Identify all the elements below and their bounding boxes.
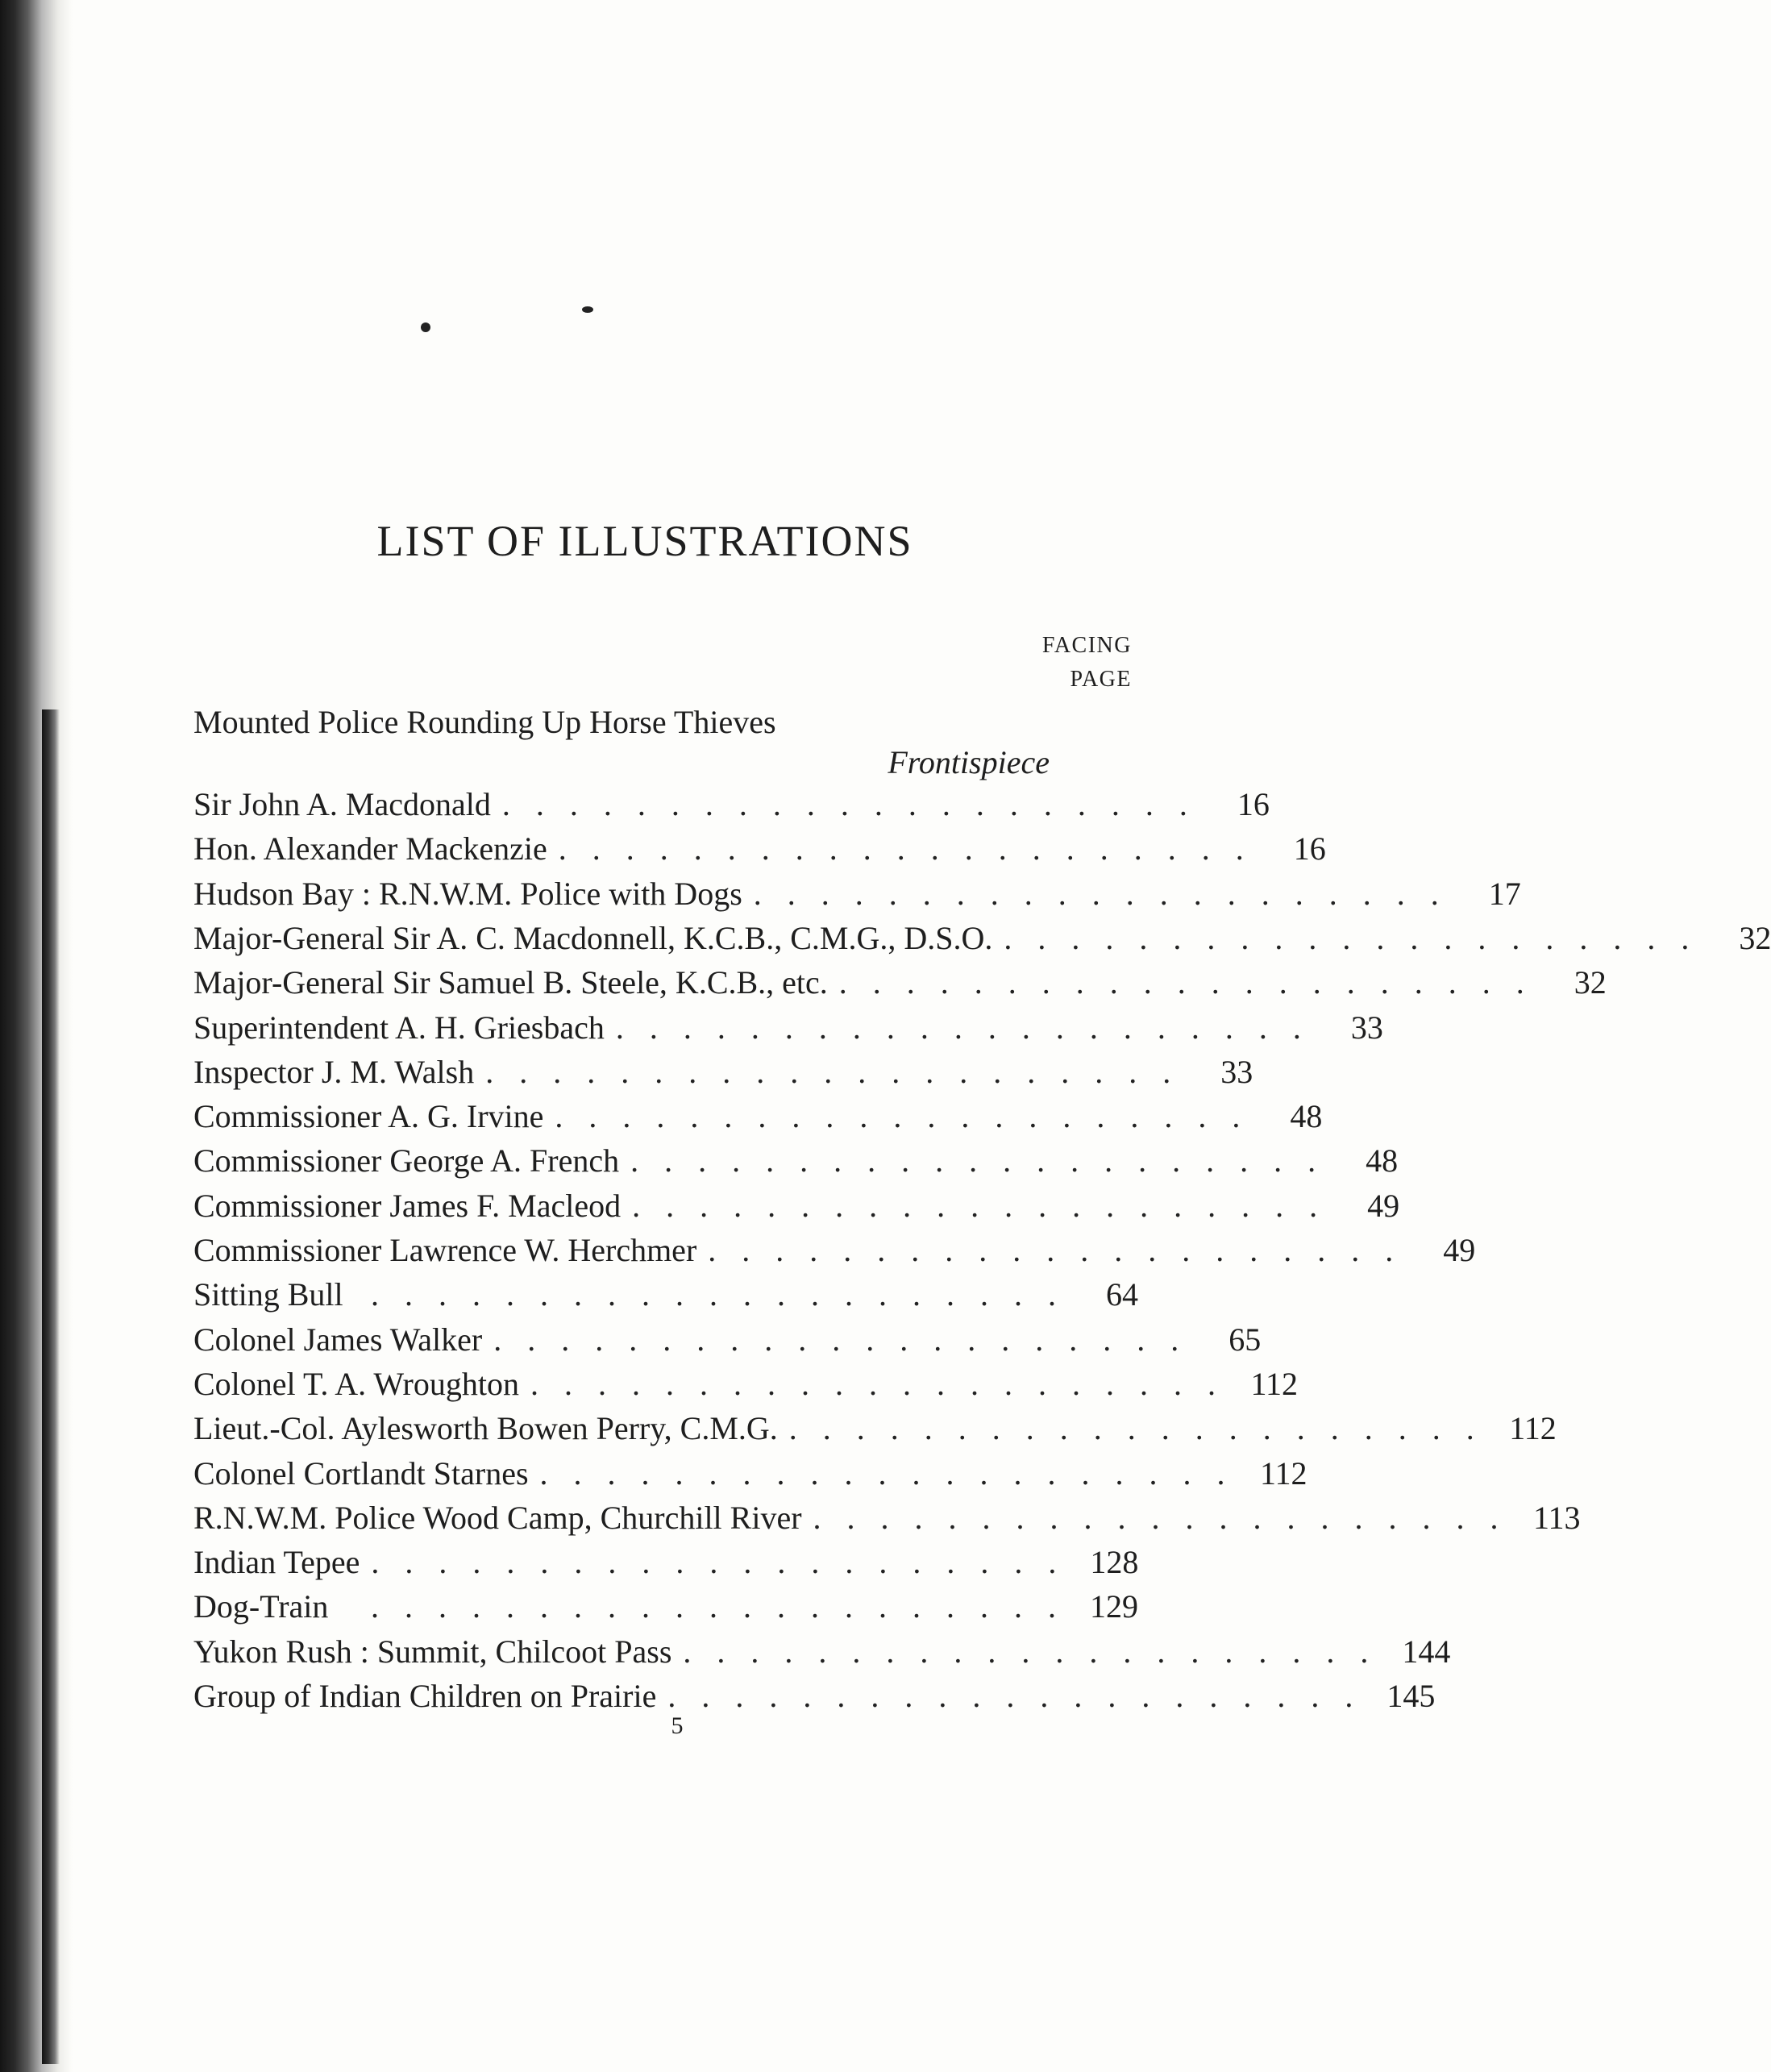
illustration-title: Lieut.-Col. Aylesworth Bowen Perry, C.M.G.	[193, 1410, 778, 1447]
facing-page-number: 48	[1366, 1142, 1399, 1180]
facing-page-number: 16	[1237, 786, 1270, 822]
list-item	[193, 1629, 1451, 1675]
dot-leader: .....................	[683, 1633, 1395, 1670]
facing-page-number: 48	[1290, 1098, 1323, 1135]
ink-speck	[421, 322, 430, 332]
facing-label-line: PAGE	[1070, 667, 1132, 692]
frontispiece-entry-name: Mounted Police Rounding Up Horse Thieves	[193, 704, 776, 740]
dot-leader: .....................	[371, 1588, 1082, 1625]
facing-page-number: 65	[1228, 1321, 1262, 1358]
illustration-title: Colonel Cortlandt Starnes	[193, 1454, 529, 1492]
list-item	[193, 960, 1607, 1005]
illustration-title: Dog-Train	[193, 1588, 329, 1625]
dot-leader: .....................	[501, 786, 1213, 822]
facing-page-number: 144	[1402, 1633, 1451, 1670]
dot-leader: .....................	[558, 830, 1270, 867]
page-binding-edge	[42, 709, 60, 2064]
illustration-title: Superintendent A. H. Griesbach	[193, 1009, 605, 1046]
dot-leader: .....................	[371, 1276, 1082, 1313]
illustration-title: Sitting Bull	[193, 1276, 343, 1313]
ink-speck	[582, 306, 593, 313]
list-item	[193, 1317, 1262, 1363]
facing-page-number: 32	[1574, 964, 1607, 1001]
facing-page-number: 113	[1533, 1499, 1581, 1536]
facing-page-number: 64	[1106, 1276, 1138, 1313]
illustration-title: Sir John A. Macdonald	[193, 786, 491, 822]
list-item	[193, 1362, 1298, 1407]
facing-page-number: 32	[1739, 919, 1771, 956]
dot-leader: .....................	[371, 1544, 1083, 1581]
list-item	[193, 1451, 1307, 1496]
facing-page-number: 112	[1250, 1365, 1298, 1402]
dot-leader: .....................	[813, 1499, 1524, 1536]
facing-page-number: 112	[1260, 1454, 1307, 1492]
illustration-title: Commissioner George A. French	[193, 1142, 620, 1180]
dot-leader: .....................	[753, 875, 1465, 912]
facing-page-number: 49	[1443, 1232, 1476, 1268]
illustration-title: Commissioner A. G. Irvine	[193, 1098, 544, 1135]
illustration-title: Hon. Alexander Mackenzie	[193, 830, 547, 867]
dot-leader: .....................	[1004, 919, 1715, 956]
facing-label-line: FACING	[1041, 633, 1132, 658]
dot-leader: .....................	[530, 1365, 1241, 1402]
page-binding-shadow	[0, 0, 73, 2072]
illustration-title: Major-General Sir Samuel B. Steele, K.C.B., etc.	[193, 964, 828, 1001]
dot-leader: .....................	[493, 1321, 1205, 1358]
facing-page-number: 49	[1367, 1187, 1400, 1224]
illustration-title: Yukon Rush : Summit, Chilcoot Pass	[193, 1633, 672, 1670]
list-item	[193, 1272, 1138, 1317]
facing-page-number: 128	[1090, 1544, 1139, 1581]
facing-page-number: 112	[1509, 1410, 1557, 1447]
list-item	[193, 916, 1771, 961]
facing-page-number: 33	[1220, 1053, 1253, 1090]
list-item	[193, 1138, 1399, 1184]
illustration-title: Colonel T. A. Wroughton	[193, 1365, 519, 1402]
list-item	[193, 1228, 1476, 1273]
page-number: 5	[671, 1712, 684, 1739]
illustration-title: Hudson Bay : R.N.W.M. Police with Dogs	[193, 875, 742, 912]
facing-page-label	[1042, 629, 1132, 697]
facing-page-number: 16	[1293, 830, 1326, 867]
dot-leader: .....................	[555, 1098, 1266, 1135]
dot-leader: .....................	[838, 964, 1550, 1001]
dot-leader: .....................	[667, 1678, 1379, 1714]
list-item	[193, 1184, 1400, 1229]
illustration-title: Commissioner James F. Macleod	[193, 1187, 622, 1224]
list-item	[193, 1406, 1557, 1451]
illustration-title: R.N.W.M. Police Wood Camp, Churchill River	[193, 1499, 802, 1536]
illustration-title: Colonel James Walker	[193, 1321, 483, 1358]
dot-leader: .....................	[485, 1053, 1197, 1090]
dot-leader: .....................	[615, 1009, 1327, 1046]
illustration-title: Group of Indian Children on Prairie	[193, 1678, 657, 1714]
list-item	[193, 826, 1326, 872]
list-item	[193, 1540, 1138, 1585]
list-item	[193, 1094, 1323, 1139]
facing-page-number: 145	[1386, 1678, 1436, 1714]
illustration-title: Indian Tepee	[193, 1544, 360, 1581]
dot-leader: .....................	[788, 1410, 1500, 1447]
illustration-title: Major-General Sir A. C. Macdonnell, K.C.B., C.M.G., D.S.O.	[193, 919, 993, 956]
list-item	[193, 1584, 1138, 1629]
list-item	[193, 1050, 1253, 1095]
frontispiece-note: Frontispiece	[888, 744, 1050, 780]
dot-leader: .....................	[708, 1232, 1420, 1268]
facing-page-number: 17	[1488, 875, 1521, 912]
dot-leader: .....................	[539, 1454, 1251, 1492]
illustration-title: Inspector J. M. Walsh	[193, 1053, 475, 1090]
page-title: LIST OF ILLUSTRATIONS	[376, 517, 913, 565]
illustration-title: Commissioner Lawrence W. Herchmer	[193, 1232, 697, 1268]
list-item	[193, 1496, 1581, 1541]
facing-page-number: 33	[1350, 1009, 1383, 1046]
dot-leader: .....................	[630, 1142, 1342, 1180]
dot-leader: .....................	[632, 1187, 1344, 1224]
list-item	[193, 782, 1270, 827]
facing-page-number: 129	[1090, 1588, 1138, 1625]
list-item	[193, 872, 1521, 917]
list-item	[193, 1005, 1383, 1051]
